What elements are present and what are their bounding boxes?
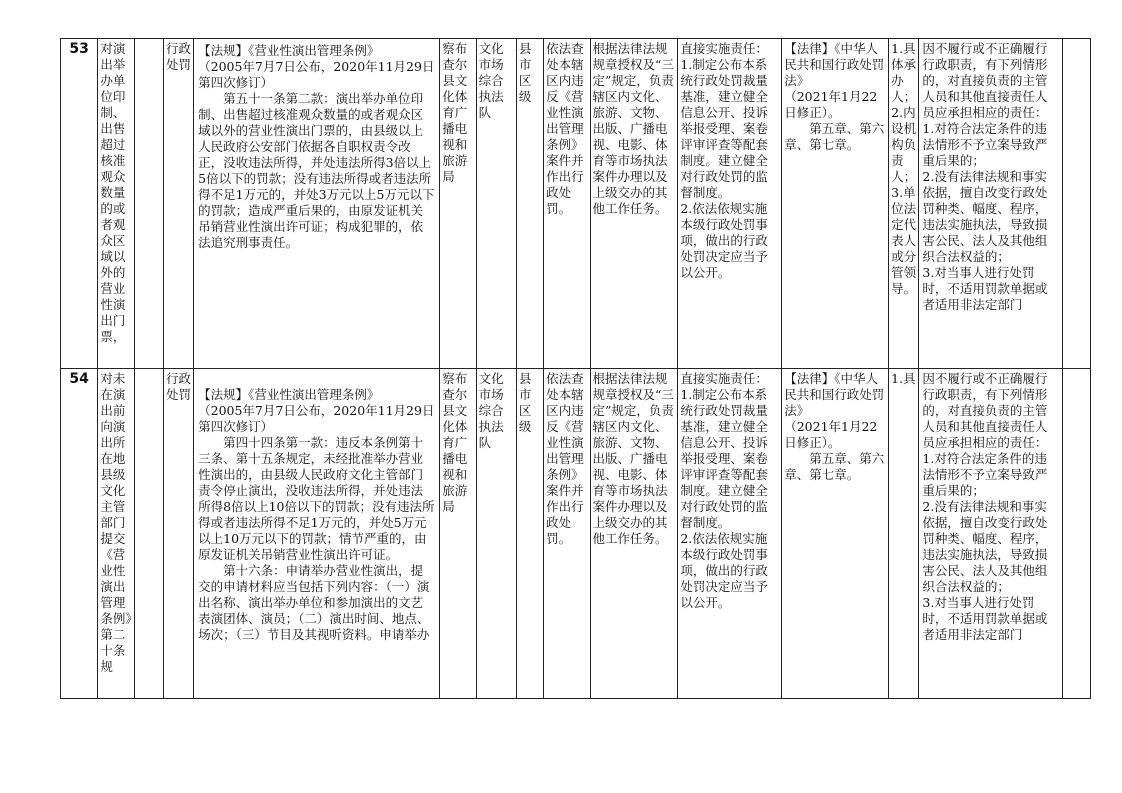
content-cell (544, 39, 590, 369)
exercise-level: 县市区级 (518, 371, 532, 434)
responsibility-cell (678, 39, 782, 369)
category-cell (163, 369, 193, 699)
responsibility-items: 直接实施责任： 1.制定公布本系统行政处罚裁量基准，建立健全信息公开、投诉举报受理、案卷评审评查等配套制度。建立健全对行政处罚的监督制度。 2.依法依规实施本级行政处罚事项，做出的行政处罚决定应当予以公开。 (680, 41, 768, 280)
remark-cell (1062, 39, 1090, 369)
duty-division: 根据法律法规规章授权及“三定”规定，负责辖区内文化、旅游、文物、出版、广播电视、电影、体育等市场执法案件办理以及上级交办的其他工作任务。 (592, 371, 674, 546)
accountability-basis: 【法律】《中华人民共和国行政处罚法》 （2021年1月22日修正）。 第五章、第六章、第七章。 (784, 41, 885, 152)
responsible-persons: 1.具体承办人； 2.内设机构负责人； 3.单位法定代表人或分管领导。 (891, 41, 917, 296)
category-cell (163, 39, 193, 369)
person-cell (889, 369, 919, 699)
division-cell (590, 369, 678, 699)
responsible-persons: 1.具 (891, 371, 916, 386)
responsibility-items: 直接实施责任： 1.制定公布本系统行政处罚裁量基准，建立健全信息公开、投诉举报受理、案卷评审评查等配套制度。建立健全对行政处罚的监督制度。 2.依法依规实施本级行政处罚事项，做出的行政处罚决定应当予以公开。 (680, 371, 768, 610)
row-number: 53 (69, 41, 89, 57)
implementing-body: 察布查尔县文化体育广播电视和旅游局 (442, 41, 468, 184)
table-row (61, 39, 1091, 369)
legal-basis: 【法规】《营业性演出管理条例》 （2005年7月7日公布，2020年11月29日第四次修订） 第四十四条第一款：违反本条例第十三条、第十五条规定，未经批准举办营业性演出的，由县级人民政府文化主管部门责令停止演出，没收违法所得，并处违法所得8倍以上10倍以下的罚款；没有违法所得或者违法所得不足1万元的，并处5万元以上10万元以下的罚款；情节严重的，由原发证机关吊销营业性演出许可证。 第十六条：申请举办营业性演出，提交的申请材料应当包括下列内容：（一）演出名称、演出举办单位和参加演出的文艺表演团体、演员；（二）演出时间、地点、场次；（三）节目及其视听资料。申请举办 (198, 387, 435, 642)
person-cell (889, 39, 919, 369)
undertaking-unit: 文化市场综合执法队 (478, 41, 504, 120)
responsibility-cell (678, 369, 782, 699)
item-name: 对演出举办单位印制、出售超过核准观众数量的或者观众区域以外的营业性演出门票， (100, 41, 126, 344)
legal-cell (782, 369, 889, 699)
accountability-circumstances: 因不履行或不正确履行行政职责，有下列情形的，对直接负责的主管人员和其他直接责任人员应承担相应的责任： 1.对符合法定条件的违法情形不予立案导致严重后果的； 2.没有法律法规和事实依据，擅自改变行政处罚种类、幅度、程序，违法实施执法，导致损害公民、法人及其他组织合法权益的； 3.对当事人进行处罚时，不适用罚款单据或者适用非法定部门 (922, 371, 1048, 642)
exercise-content: 依法查处本辖区内违反《营业性演出管理条例》案件并作出行政处罚。 (546, 41, 584, 216)
basis-cell (194, 39, 440, 369)
item-category: 行政处罚 (165, 371, 191, 402)
legal-basis: 【法规】《营业性演出管理条例》 （2005年7月7日公布，2020年11月29日第四次修订） 第五十一条第二款：演出举办单位印制、出售超过核准观众数量的或者观众区域以外的营业性演出门票的，由县级以上人民政府公安部门依据各自职权责令改正，没收违法所得，并处违法所得3倍以上5倍以下的罚款；没有违法所得或者违法所得不足1万元的，并处3万元以上5万元以下的罚款；造成严重后果的，由原发证机关吊销营业性演出许可证；构成犯罪的，依法追究刑事责任。 (198, 43, 435, 250)
item-category: 行政处罚 (165, 41, 191, 72)
empty-cell (134, 369, 163, 699)
subject-cell (440, 39, 476, 369)
remark (1063, 39, 1090, 43)
accountability-basis: 【法律】《中华人民共和国行政处罚法》 （2021年1月22日修正）。 第五章、第六章、第七章。 (784, 371, 885, 482)
remark (1063, 369, 1090, 373)
basis-cell (194, 369, 440, 699)
item-name: 对未在演出前向演出所在地县级文化主管部门提交《营业性演出管理条例》第二十条规 (100, 371, 132, 674)
legal-cell (782, 39, 889, 369)
row-number-cell (61, 39, 98, 369)
subject-cell (440, 369, 476, 699)
implementing-body: 察布查尔县文化体育广播电视和旅游局 (442, 371, 468, 514)
remark-cell (1062, 369, 1090, 699)
item-name-cell (98, 39, 134, 369)
administrative-penalty-table (60, 38, 1091, 699)
level-cell (516, 369, 543, 699)
accountability-circumstances: 因不履行或不正确履行行政职责，有下列情形的，对直接负责的主管人员和其他直接责任人员应承担相应的责任： 1.对符合法定条件的违法情形不予立案导致严重后果的； 2.没有法律法规和事实依据，擅自改变行政处罚种类、幅度、程序，违法实施执法，导致损害公民、法人及其他组织合法权益的； 3.对当事人进行处罚时，不适用罚款单据或者适用非法定部门 (922, 41, 1048, 312)
exercise-content: 依法查处本辖区内违反《营业性演出管理条例》案件并作出行政处罚。 (546, 371, 584, 546)
unit-cell (476, 39, 516, 369)
item-name-cell (98, 369, 134, 699)
row-number: 54 (69, 371, 89, 387)
unit-cell (476, 369, 516, 699)
table-row (61, 369, 1091, 699)
exercise-level: 县市区级 (518, 41, 532, 104)
duty-division: 根据法律法规规章授权及“三定”规定，负责辖区内文化、旅游、文物、出版、广播电视、电影、体育等市场执法案件办理以及上级交办的其他工作任务。 (592, 41, 674, 216)
level-cell (516, 39, 543, 369)
undertaking-unit: 文化市场综合执法队 (478, 371, 504, 450)
accountability-cell (919, 39, 1062, 369)
row-number-cell (61, 369, 98, 699)
content-cell (544, 369, 590, 699)
accountability-cell (919, 369, 1062, 699)
empty-cell (134, 39, 163, 369)
division-cell (590, 39, 678, 369)
